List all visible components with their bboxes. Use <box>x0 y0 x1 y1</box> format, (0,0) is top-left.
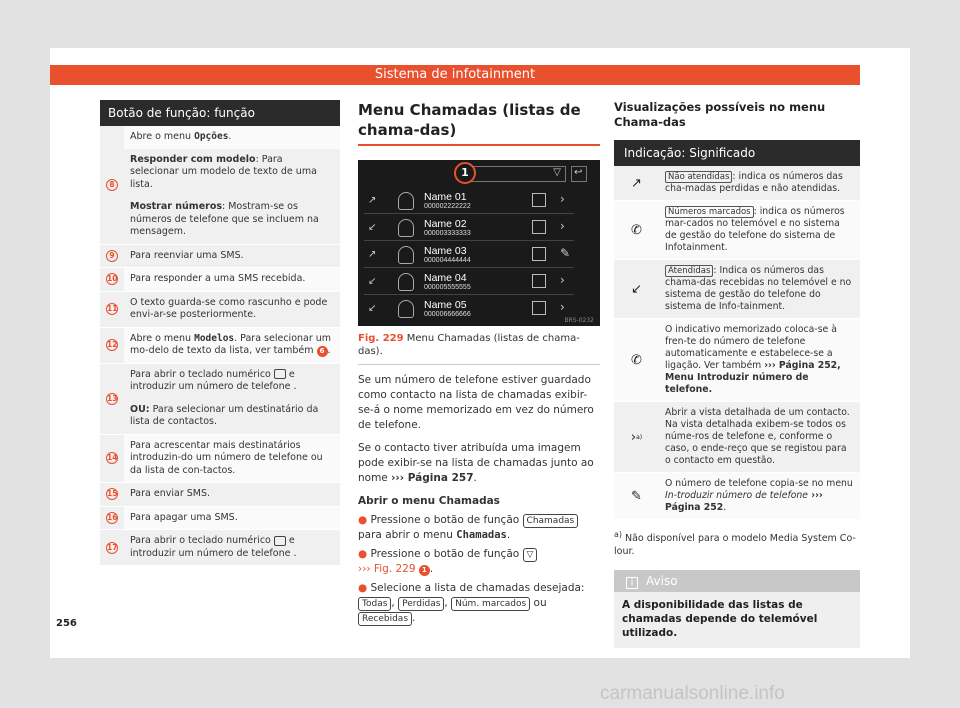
row-number: 16 <box>107 512 118 522</box>
contact-avatar-icon <box>398 273 414 291</box>
contact-phone: 000003333333 <box>424 230 471 237</box>
label-chip: Atendidas <box>665 265 713 277</box>
table-row <box>100 483 340 507</box>
table-header: Botão de função: função <box>100 100 340 126</box>
option-todas: Todas <box>358 597 391 611</box>
table-row <box>100 364 340 435</box>
row-text: Responder com modelo: Para selecionar um modelo de texto de uma lista. <box>124 149 340 197</box>
numbers-button[interactable] <box>532 301 546 315</box>
row-number: 17 <box>107 542 118 552</box>
page-reference-link[interactable]: ››› Página 257 <box>391 472 474 484</box>
list-filter-dropdown[interactable] <box>464 166 566 182</box>
table-row: ✆ O indicativo memorizado coloca-se à fren-te do número de telefone automaticamente e estabelece-se a ligação. Ver também ››› Página 252, Menu Introduzir número de telefone. <box>614 319 860 402</box>
contact-phone: 000004444444 <box>424 257 471 264</box>
contact-name: Name 03 <box>424 245 467 257</box>
contact-avatar-icon <box>398 192 414 210</box>
call-list-entry[interactable] <box>364 215 574 241</box>
indication-table <box>614 140 860 520</box>
speed-dial-button[interactable] <box>532 247 546 261</box>
table-row <box>100 126 340 245</box>
contact-phone: 000002222222 <box>424 203 471 210</box>
numbers-button[interactable] <box>532 220 546 234</box>
table-row: ↙ Atendidas : Indica os números das chama-das recebidas no telemóvel e no sistema de gestão do telefone do sistema de Info-tainment. <box>614 260 860 319</box>
footnote: $^{a)}$ Não disponível para o modelo Media System Co-lour. <box>614 530 856 558</box>
label-chip: Não atendidas <box>665 171 732 183</box>
row-text: Abre o menu Modelos. Para selecionar um mo-delo de texto da lista, ver também 6 . <box>124 328 340 363</box>
incoming-call-icon: ↙ <box>631 281 642 297</box>
table-row: ✎ O número de telefone copia-se no menu In-troduzir número de telefone ››› Página 252. <box>614 473 860 520</box>
table-row <box>100 435 340 484</box>
row-text: Para enviar SMS. <box>124 483 340 506</box>
list-item: ● Selecione a lista de chamadas desejada: Todas , Perdidas , Núm. marcados ou Recebidas . <box>358 582 585 624</box>
chevron-right-icon[interactable]: › <box>560 219 565 233</box>
row-text: Para responder a uma SMS recebida. <box>124 268 340 291</box>
contact-name: Name 05 <box>424 299 467 311</box>
infotainment-screen <box>358 160 600 326</box>
call-list-entry[interactable] <box>364 296 574 322</box>
missed-call-icon: ↗ <box>368 195 377 206</box>
more-options-button[interactable] <box>532 193 546 207</box>
table-row: ✆ Números marcados : indica os números mar-cados no telemóvel e no sistema de gestão do telefone do sistema de Infotainment. <box>614 201 860 260</box>
table-row <box>100 268 340 292</box>
option-numeros-marcados: Núm. marcados <box>451 597 530 611</box>
outgoing-call-icon: ✆ <box>631 222 642 238</box>
table-row <box>100 530 340 566</box>
pencil-icon[interactable]: ✎ <box>560 246 571 260</box>
calls-menu-section <box>358 100 600 626</box>
notice-title: i Aviso <box>614 570 860 592</box>
row-text: Para abrir o teclado numérico e introduzir um número de telefone . <box>124 530 340 565</box>
table-header: Indicação: Significado <box>614 140 860 166</box>
contact-phone: 000005555555 <box>424 284 471 291</box>
dropdown-function-button: ▽ <box>523 548 538 562</box>
incoming-call-icon: ↙ <box>368 276 377 287</box>
row-text: Para abrir o teclado numérico e introduzir um número de telefone . <box>124 364 340 399</box>
call-list-entry[interactable] <box>364 269 574 295</box>
row-number: 11 <box>107 304 118 313</box>
watermark: carmanualsonline.info <box>600 683 785 704</box>
back-button[interactable] <box>571 166 587 182</box>
list-item: ● Pressione o botão de função ▽ ››› Fig. 229 1 . <box>358 547 600 577</box>
incoming-call-icon: ↙ <box>368 303 377 314</box>
chevron-right-icon[interactable]: › <box>560 300 565 314</box>
function-table <box>100 100 340 566</box>
possible-views-section <box>614 100 860 648</box>
row-number: 15 <box>107 489 118 499</box>
section-title: Menu Chamadas (listas de chama-das) <box>358 100 600 146</box>
contact-avatar-icon <box>398 246 414 264</box>
table-row <box>100 328 340 364</box>
speed-dial-icon: ✆ <box>631 352 642 368</box>
contact-name: Name 01 <box>424 191 467 203</box>
info-icon: i <box>626 577 638 589</box>
table-row <box>100 245 340 269</box>
chevron-right-icon[interactable]: › <box>560 192 565 206</box>
incoming-call-icon: ↙ <box>368 222 377 233</box>
row-number: 10 <box>107 274 118 284</box>
row-number: 12 <box>107 340 118 349</box>
numbers-button[interactable] <box>532 274 546 288</box>
figure-caption: Fig. 229 Menu Chamadas (listas de chama-das). <box>358 332 600 365</box>
row-text: Para acrescentar mais destinatários introduzin-do um número de telefone ou da lista de con-tactos. <box>124 435 340 483</box>
row-text: OU: Para selecionar um destinatário da lista de contactos. <box>124 399 340 434</box>
table-row <box>100 292 340 328</box>
subheading: Abrir o menu Chamadas <box>358 495 500 507</box>
row-text: Para apagar uma SMS. <box>124 507 340 530</box>
calls-function-button: Chamadas <box>523 514 579 528</box>
chevron-right-icon: › a) <box>630 429 643 445</box>
page-reference-link[interactable]: ››› Página 252, Menu Introduzir número de telefone. <box>665 360 841 395</box>
back-icon: ↩ <box>574 167 583 178</box>
row-number: 13 <box>107 393 118 403</box>
section-title: Visualizações possíveis no menu Chama-das <box>614 100 826 129</box>
figure-code: BRS-0232 <box>564 317 594 324</box>
option-perdidas: Perdidas <box>398 597 444 611</box>
callout-badge: 1 <box>454 162 476 184</box>
chevron-right-icon[interactable]: › <box>560 273 565 287</box>
list-item: ● Pressione o botão de função Chamadas para abrir o menu Chamadas. <box>358 513 600 543</box>
row-text: Para reenviar uma SMS. <box>124 245 340 268</box>
contact-name: Name 04 <box>424 272 467 284</box>
row-text: Mostrar números: Mostram-se os números de telefone que se incluem na mensagem. <box>124 196 340 244</box>
contact-name: Name 02 <box>424 218 467 230</box>
option-recebidas: Recebidas <box>358 612 412 626</box>
notice-box <box>614 570 860 648</box>
row-number: 8 <box>106 179 118 191</box>
reference-badge: 6 <box>317 346 328 357</box>
keypad-icon <box>274 369 286 379</box>
label-chip: Números marcados <box>665 206 754 218</box>
page-number: 256 <box>56 618 77 629</box>
row-text: O texto guarda-se como rascunho e pode envi-ar-se posteriormente. <box>124 292 340 327</box>
callout-badge: 1 <box>419 565 430 576</box>
call-list-entry[interactable] <box>364 188 574 214</box>
figure-reference-link[interactable]: ››› Fig. 229 <box>358 563 416 575</box>
contact-phone: 000006666666 <box>424 311 471 318</box>
row-text: Abre o menu Opções. <box>124 126 340 149</box>
dropdown-triangle-icon: ▽ <box>553 167 561 178</box>
paragraph: Se o contacto tiver atribuída uma imagem pode exibir-se na lista de chamadas junto ao nome ››› Página 257. <box>358 442 594 484</box>
table-row <box>100 507 340 531</box>
table-row: › a) Abrir a vista detalhada de um contacto. Na vista detalhada exibem-se todos os núme-ros de telefone e, conforme o caso, o ende-reço que se registou para o contacto em questão. <box>614 402 860 473</box>
missed-call-icon: ↗ <box>368 249 377 260</box>
pencil-icon: ✎ <box>631 488 642 504</box>
row-number: 14 <box>107 453 118 463</box>
missed-call-icon: ↗ <box>631 175 642 191</box>
call-list-entry[interactable] <box>364 242 574 268</box>
page-header: Sistema de infotainment <box>50 65 860 85</box>
contact-avatar-icon <box>398 300 414 318</box>
table-row: ↗ Não atendidas : indica os números das cha-madas perdidas e não atendidas. <box>614 166 860 201</box>
paragraph: Se um número de telefone estiver guardado como contacto na lista de chamadas exibir-se-á o nome memorizado em vez do número de telefone. <box>358 374 594 431</box>
notice-body: A disponibilidade das listas de chamadas depende do telemóvel utilizado. <box>622 599 818 640</box>
row-number: 9 <box>106 250 118 262</box>
keypad-icon <box>274 536 286 546</box>
contact-avatar-icon <box>398 219 414 237</box>
page-reference-link[interactable]: ››› Página 252 <box>665 490 823 513</box>
